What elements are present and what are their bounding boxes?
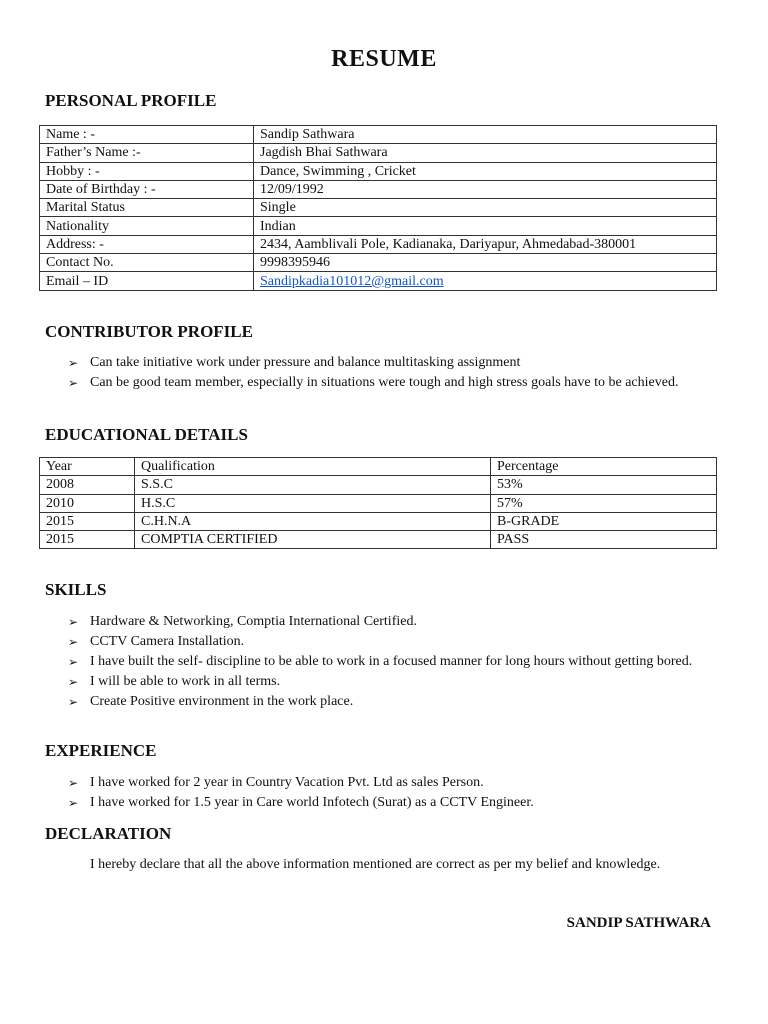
skills-heading: SKILLS: [45, 580, 107, 599]
list-item: [68, 373, 708, 393]
profile-value: Dance, Swimming , Cricket: [254, 162, 717, 180]
list-item-text: CCTV Camera Installation.: [90, 634, 245, 649]
profile-label: Address: -: [40, 235, 254, 253]
profile-value: Jagdish Bhai Sathwara: [254, 144, 717, 162]
list-item-text: Hardware & Networking, Comptia International Certified.: [90, 614, 417, 629]
profile-value: Indian: [254, 217, 717, 235]
contributor-profile-list: [68, 353, 708, 393]
email-link[interactable]: Sandipkadia101012@gmail.com: [260, 273, 444, 289]
table-cell: 57%: [491, 494, 717, 512]
list-item-text: I have worked for 1.5 year in Care world Infotech (Surat) as a CCTV Engineer.: [90, 795, 534, 810]
contributor-profile-heading: CONTRIBUTOR PROFILE: [45, 322, 253, 341]
column-header: Qualification: [135, 458, 491, 476]
table-cell: B-GRADE: [491, 512, 717, 530]
list-item: [68, 773, 708, 793]
declaration-text: I hereby declare that all the above information mentioned are correct as per my belief and knowledge.: [90, 857, 661, 872]
arrow-bullet-icon: ➢: [68, 356, 79, 370]
profile-label: Marital Status: [40, 199, 254, 217]
educational-details-table: [39, 457, 717, 549]
profile-value: 9998395946: [254, 254, 717, 272]
list-item-text: I have worked for 2 year in Country Vacation Pvt. Ltd as sales Person.: [90, 775, 484, 790]
list-item-text: I will be able to work in all terms.: [90, 674, 281, 689]
table-cell: 2010: [40, 494, 135, 512]
arrow-bullet-icon: ➢: [68, 796, 79, 810]
list-item: [68, 672, 708, 692]
profile-value: 2434, Aamblivali Pole, Kadianaka, Dariyapur, Ahmedabad-380001: [254, 235, 717, 253]
list-item: [68, 652, 708, 672]
arrow-bullet-icon: ➢: [68, 695, 79, 709]
arrow-bullet-icon: ➢: [68, 615, 79, 629]
table-cell: 2015: [40, 531, 135, 549]
document-title: RESUME: [331, 46, 437, 72]
table-cell: 2015: [40, 512, 135, 530]
profile-label: Date of Birthday : -: [40, 180, 254, 198]
list-item: [68, 632, 708, 652]
signature-name: SANDIP SATHWARA: [566, 915, 711, 931]
table-row: [40, 126, 717, 144]
column-header: Year: [40, 458, 135, 476]
arrow-bullet-icon: ➢: [68, 655, 79, 669]
profile-value: [254, 272, 717, 290]
table-cell: H.S.C: [135, 494, 491, 512]
table-cell: PASS: [491, 531, 717, 549]
table-row: [40, 162, 717, 180]
list-item-text: Can take initiative work under pressure and balance multitasking assignment: [90, 355, 521, 370]
table-row: [40, 272, 717, 290]
profile-value: Single: [254, 199, 717, 217]
list-item: [68, 612, 708, 632]
table-header-row: [40, 458, 717, 476]
table-cell: S.S.C: [135, 476, 491, 494]
column-header: Percentage: [491, 458, 717, 476]
table-row: [40, 180, 717, 198]
table-cell: C.H.N.A: [135, 512, 491, 530]
list-item: [68, 353, 708, 373]
table-row: [40, 476, 717, 494]
profile-label: Email – ID: [40, 272, 254, 290]
table-row: [40, 531, 717, 549]
skills-list: [68, 612, 708, 712]
profile-label: Father’s Name :-: [40, 144, 254, 162]
arrow-bullet-icon: ➢: [68, 776, 79, 790]
educational-details-heading: EDUCATIONAL DETAILS: [45, 425, 248, 444]
table-cell: 2008: [40, 476, 135, 494]
table-row: [40, 144, 717, 162]
list-item-text: I have built the self- discipline to be able to work in a focused manner for long hours without getting bored.: [90, 654, 693, 669]
list-item-text: Create Positive environment in the work place.: [90, 694, 354, 709]
table-row: [40, 235, 717, 253]
table-row: [40, 199, 717, 217]
table-row: [40, 254, 717, 272]
experience-list: [68, 773, 708, 813]
profile-label: Nationality: [40, 217, 254, 235]
list-item: [68, 692, 708, 712]
list-item-text: Can be good team member, especially in situations were tough and high stress goals have to be achieved.: [90, 375, 679, 390]
profile-label: Name : -: [40, 126, 254, 144]
table-row: [40, 512, 717, 530]
arrow-bullet-icon: ➢: [68, 635, 79, 649]
table-cell: 53%: [491, 476, 717, 494]
table-row: [40, 217, 717, 235]
declaration-heading: DECLARATION: [45, 824, 172, 843]
table-row: [40, 494, 717, 512]
profile-label: Hobby : -: [40, 162, 254, 180]
profile-value: Sandip Sathwara: [254, 126, 717, 144]
arrow-bullet-icon: ➢: [68, 675, 79, 689]
personal-profile-table: [39, 125, 717, 291]
profile-value: 12/09/1992: [254, 180, 717, 198]
profile-label: Contact No.: [40, 254, 254, 272]
experience-heading: EXPERIENCE: [45, 741, 157, 760]
arrow-bullet-icon: ➢: [68, 376, 79, 390]
personal-profile-heading: PERSONAL PROFILE: [45, 91, 217, 110]
list-item: [68, 793, 708, 813]
table-cell: COMPTIA CERTIFIED: [135, 531, 491, 549]
